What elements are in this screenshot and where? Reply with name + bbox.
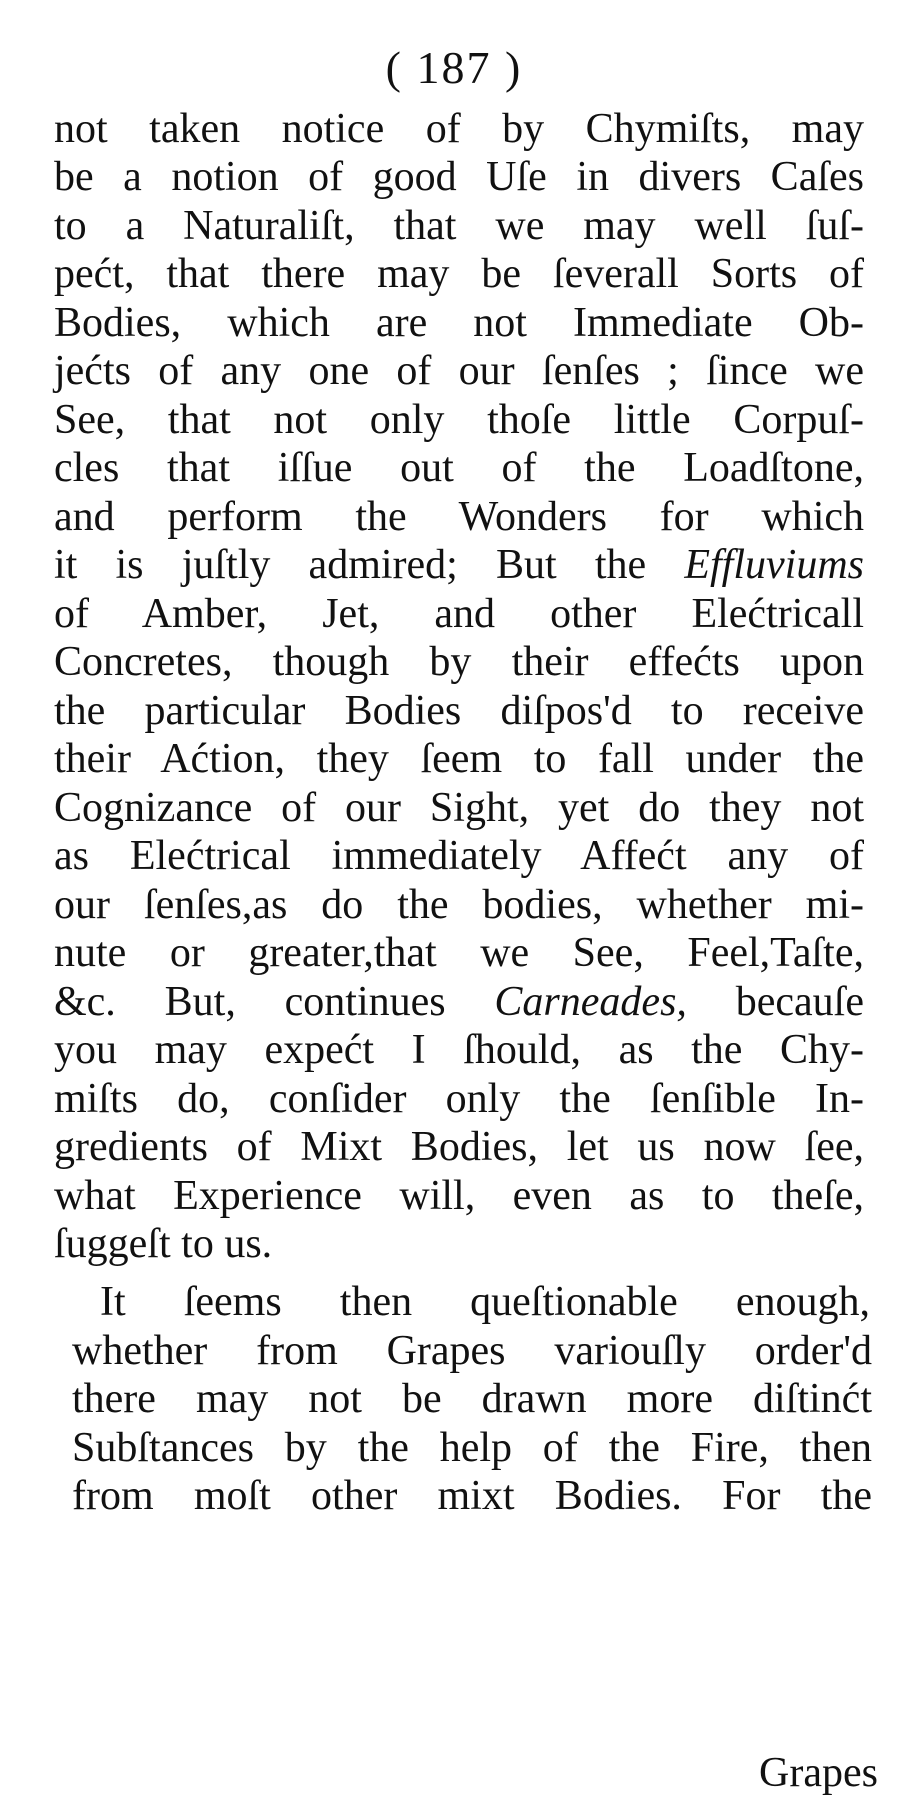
text-line: cles that iſſue out of the Loadſtone, <box>54 445 864 491</box>
text-line: their Aćtion, they ſeem to fall under the <box>54 736 864 782</box>
italic-term-effluviums: Effluviums <box>684 542 864 588</box>
text-line: be a notion of good Uſe in divers Caſes <box>54 154 864 200</box>
text-line: gredients of Mixt Bodies, let us now ſee, <box>54 1124 864 1170</box>
text-line: miſts do, conſider only the ſenſible In- <box>54 1076 864 1122</box>
text-line: jećts of any one of our ſenſes ; ſince we <box>54 348 864 394</box>
text-segment: becauſe <box>686 979 864 1025</box>
text-line: pećt, that there may be ſeverall Sorts of <box>54 251 864 297</box>
text-line: nute or greater,that we See, Feel,Taſte, <box>54 930 864 976</box>
text-line: Bodies, which are not Immediate Ob- <box>54 300 864 346</box>
text-line: to a Naturaliſt, that we may well ſuſ- <box>54 203 864 249</box>
italic-name-carneades: Carneades, <box>494 979 687 1025</box>
text-line: of Amber, Jet, and other Elećtricall <box>54 591 864 637</box>
text-line: our ſenſes,as do the bodies, whether mi- <box>54 882 864 928</box>
text-line: See, that not only thoſe little Corpuſ- <box>54 397 864 443</box>
text-line: Subſtances by the help of the Fire, then <box>72 1425 872 1471</box>
text-segment: &c. But, continues <box>54 979 495 1025</box>
text-line: Concretes, though by their effećts upon <box>54 639 864 685</box>
text-line: It ſeems then queſtionable enough, <box>100 1279 870 1325</box>
text-line: whether from Grapes variouſly order'd <box>72 1328 872 1374</box>
catchword: Grapes <box>759 1750 878 1796</box>
text-line: as Elećtrical immediately Affećt any of <box>54 833 864 879</box>
text-line: Cognizance of our Sight, yet do they not <box>54 785 864 831</box>
text-line: there may not be drawn more diſtinćt <box>72 1376 872 1422</box>
text-line: you may expećt I ſhould, as the Chy- <box>54 1027 864 1073</box>
text-line: the particular Bodies diſpos'd to receive <box>54 688 864 734</box>
text-line: and perform the Wonders for which <box>54 494 864 540</box>
text-line <box>54 540 864 590</box>
text-line <box>54 977 864 1027</box>
page-number: ( 187 ) <box>385 42 523 93</box>
text-segment: it is juſtly admired; But the <box>54 542 685 588</box>
text-line: not taken notice of by Chymiſts, may <box>54 106 864 152</box>
text-line: from moſt other mixt Bodies. For the <box>72 1473 872 1519</box>
text-line: ſuggeſt to us. <box>54 1221 273 1267</box>
text-line: what Experience will, even as to theſe, <box>54 1173 864 1219</box>
